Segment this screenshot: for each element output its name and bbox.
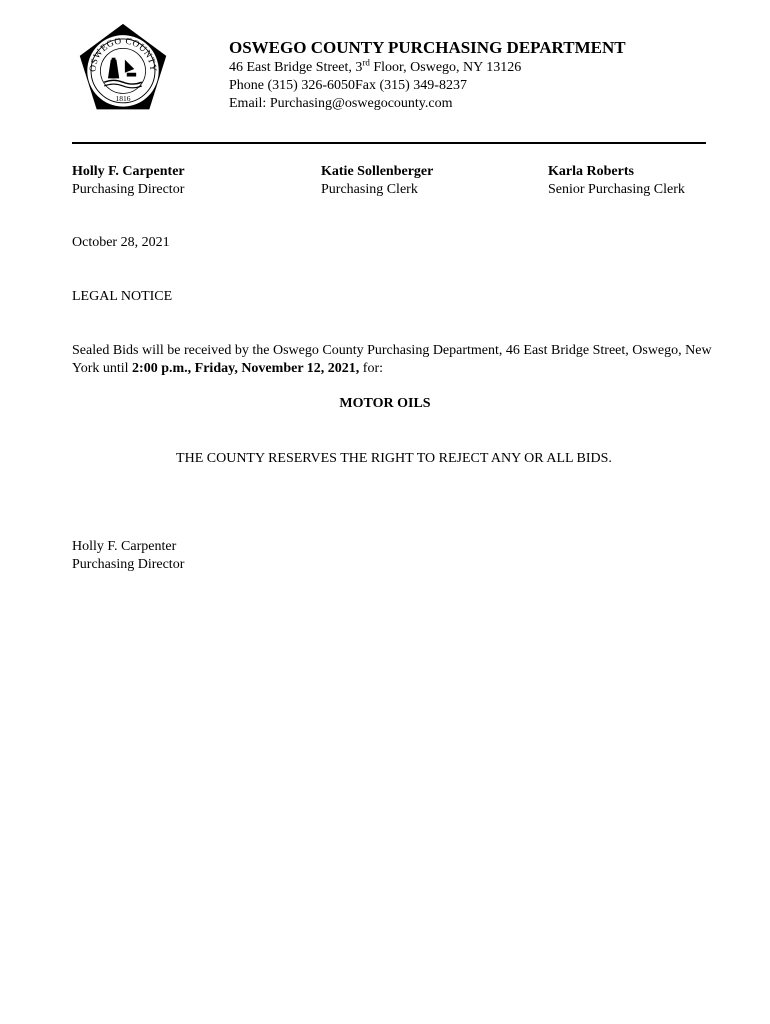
- notice-body-end: for:: [359, 361, 383, 376]
- header-divider: [72, 142, 706, 144]
- notice-body-intro: Sealed Bids will be received by the Oswego County Purchasing Department, 46 East Bridge Street, Oswego, New York until: [72, 343, 712, 376]
- bid-deadline: 2:00 p.m., Friday, November 12, 2021,: [132, 361, 360, 376]
- address-street: 46 East Bridge Street, 3: [229, 60, 363, 75]
- signature-name: Holly F. Carpenter: [72, 539, 177, 554]
- department-email: Email: Purchasing@oswegocounty.com: [229, 96, 453, 111]
- seal-ring-text: OSWEGO COUNTY: [88, 36, 158, 73]
- county-seal-logo: [76, 22, 170, 116]
- staff-entry-director: [72, 163, 185, 199]
- notice-body: [72, 342, 712, 378]
- address-floor-suffix: rd: [362, 57, 370, 68]
- seal-year: 1816: [115, 93, 131, 103]
- staff-entry-clerk: [321, 163, 433, 199]
- staff-title: Purchasing Director: [72, 182, 185, 197]
- department-address: [229, 59, 521, 77]
- notice-heading: LEGAL NOTICE: [72, 289, 173, 304]
- signature-title: Purchasing Director: [72, 557, 185, 572]
- staff-name: Holly F. Carpenter: [72, 164, 185, 179]
- staff-name: Katie Sollenberger: [321, 164, 434, 179]
- staff-name: Karla Roberts: [548, 164, 634, 179]
- department-title: OSWEGO COUNTY PURCHASING DEPARTMENT: [229, 38, 626, 57]
- staff-title: Purchasing Clerk: [321, 182, 418, 197]
- bid-subject: MOTOR OILS: [339, 396, 431, 411]
- rejection-reservation: THE COUNTY RESERVES THE RIGHT TO REJECT ANY OR ALL BIDS.: [176, 451, 612, 466]
- staff-title: Senior Purchasing Clerk: [548, 182, 685, 197]
- letter-date: October 28, 2021: [72, 235, 170, 250]
- staff-entry-senior-clerk: [548, 163, 685, 199]
- department-phone-fax: Phone (315) 326-6050Fax (315) 349-8237: [229, 78, 467, 93]
- address-city: Floor, Oswego, NY 13126: [369, 60, 522, 75]
